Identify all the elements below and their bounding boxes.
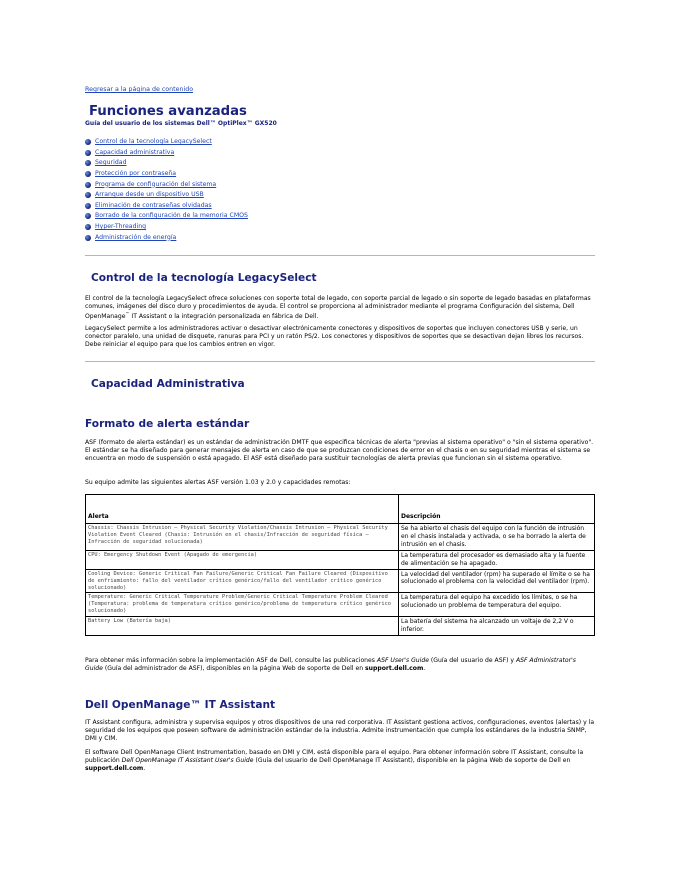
table-row (86, 617, 595, 636)
toc-item (85, 222, 248, 233)
column-header-description: Descripción (399, 495, 595, 524)
toc-item (85, 201, 248, 212)
toc-item (85, 148, 248, 159)
table-of-contents (85, 137, 248, 243)
table-header-row (86, 495, 595, 524)
toc-link-legacyselect[interactable]: Control de la tecnología LegacySelect (95, 138, 212, 146)
bullet-icon (85, 139, 91, 145)
bullet-icon (85, 203, 91, 209)
toc-link-forgotten-passwords[interactable]: Eliminación de contraseñas olvidadas (95, 201, 212, 209)
toc-item (85, 158, 248, 169)
toc-link-security[interactable]: Seguridad (95, 159, 127, 167)
asf-alerts-table (85, 494, 595, 636)
description-cell: La temperatura del equipo ha excedido los límites, o se ha solucionado un problema de temperatura del equipo. (399, 593, 595, 617)
bullet-icon (85, 171, 91, 177)
toc-item (85, 169, 248, 180)
table-row (86, 569, 595, 593)
description-cell: La velocidad del ventilador (rpm) ha superado el límite o se ha solucionado el problema con la velocidad del ventilador (rpm). (399, 569, 595, 593)
toc-item (85, 211, 248, 222)
itassistant-heading: Dell OpenManage™ IT Assistant (85, 699, 276, 711)
asf-paragraph-3: Para obtener más información sobre la implementación ASF de Dell, consulte las publicaciones ASF User's Guide (Guía del usuario de ASF) y ASF Administrator's Guide (Guía del administrador de ASF), disponibles en la página Web de soporte de Dell en support.dell.com. (85, 657, 576, 673)
bullet-icon (85, 150, 91, 156)
toc-item (85, 190, 248, 201)
legacyselect-heading: Control de la tecnología LegacySelect (91, 272, 317, 284)
divider (85, 361, 595, 362)
divider (85, 255, 595, 256)
toc-link-cmos[interactable]: Borrado de la configuración de la memoria CMOS (95, 212, 248, 220)
bullet-icon (85, 213, 91, 219)
toc-item (85, 179, 248, 190)
bullet-icon (85, 224, 91, 230)
alert-cell: Cooling Device: Generic Critical Fan Failure/Generic Critical Fan Failure Cleared (Dispositivo de enfriamiento: fallo del ventilador crítico genérico/fallo del ventilador crítico genérico solucionado) (86, 569, 399, 593)
legacyselect-paragraph-2: LegacySelect permite a los administradores activar o desactivar electrónicamente conectores y dispositivos de soportes que incluyen conectores USB y serie, un conector paralelo, una unidad de disquete, ranuras para PCI y un ratón PS/2. Los conectores y dispositivos de soportes que se desactivan dejan libres los recursos. Debe reiniciar el equipo para que los cambios entren en vigor. (85, 325, 584, 349)
legacyselect-paragraph-1: El control de la tecnología LegacySelect ofrece soluciones con soporte total de legado, con soporte parcial de legado o sin soporte de legado basadas en plataformas comunes, imágenes del disco duro y procedimientos de ayuda. El control se proporciona al administrador mediante el programa Configuración del sistema, Dell OpenManage™ IT Assistant o la integración personalizada en fábrica de Dell. (85, 295, 591, 321)
table-row (86, 524, 595, 551)
column-header-alert: Alerta (86, 495, 399, 524)
table-row (86, 550, 595, 569)
bullet-icon (85, 160, 91, 166)
bullet-icon (85, 235, 91, 241)
admin-heading: Capacidad Administrativa (91, 378, 245, 390)
asf-paragraph-1: ASF (formato de alerta estándar) es un estándar de administración DMTF que especifica técnicas de alerta "previas al sistema operativo" o "sin el sistema operativo". El estándar se ha diseñado para generar mensajes de alerta en caso de que se produzcan condiciones de error en el chasis o en su seguridad mientras el sistema se encuentra en modo de suspensión o está apagado. El ASF está diseñado para sustituir tecnologías de alerta previas que funcionan sin el sistema operativo. (85, 439, 594, 463)
toc-link-usb-boot[interactable]: Arranque desde un dispositivo USB (95, 191, 204, 199)
alert-cell: Temperature: Generic Critical Temperature Problem/Generic Critical Temperature Problem Cleared (Temperatura: problema de temperatura crítico genérico/problema de temperatura crítico genérico solucionado) (86, 593, 399, 617)
description-cell: Se ha abierto el chasis del equipo con la función de intrusión en el chasis instalada y activada, o se ha borrado la alerta de intrusión en el chasis. (399, 524, 595, 551)
page-title: Funciones avanzadas (89, 104, 247, 119)
support-url: support.dell.com (365, 665, 424, 673)
toc-link-setup[interactable]: Programa de configuración del sistema (95, 180, 217, 188)
bullet-icon (85, 182, 91, 188)
alert-cell: CPU: Emergency Shutdown Event (Apagado de emergencia) (86, 550, 399, 569)
support-url: support.dell.com (85, 765, 144, 773)
bullet-icon (85, 192, 91, 198)
itassistant-paragraph-1: IT Assistant configura, administra y supervisa equipos y otros dispositivos de una red corporativa. IT Assistant gestiona activos, configuraciones, eventos (alertas) y la seguridad de los equipos que poseen software de administración estándar de la industria. Admite instrumentación que cumpla los estándares de la industria SNMP, DMI y CIM. (85, 719, 595, 743)
asf-heading: Formato de alerta estándar (85, 418, 250, 430)
toc-item (85, 232, 248, 243)
description-cell: La batería del sistema ha alcanzado un voltaje de 2,2 V o inferior. (399, 617, 595, 636)
alert-cell: Chassis: Chassis Intrusion – Physical Security Violation/Chassis Intrusion – Physical Security Violation Event Cleared (Chasis: Intrusión en el chasis/Infracción de seguridad física – Infracción de seguridad solucionada) (86, 524, 399, 551)
asf-paragraph-2: Su equipo admite las siguientes alertas ASF versión 1.03 y 2.0 y capacidades remotas: (85, 479, 351, 486)
itassistant-paragraph-2: El software Dell OpenManage Client Instrumentation, basado en DMI y CIM, está disponible para el equipo. Para obtener información sobre IT Assistant, consulte la publicación Dell OpenManage IT Assistant User's Guide (Guía del usuario de Dell OpenManage IT Assistant), disponible en la página Web de soporte de Dell en support.dell.com. (85, 749, 584, 773)
toc-link-power[interactable]: Administración de energía (95, 233, 177, 241)
description-cell: La temperatura del procesador es demasiado alta y la fuente de alimentación se ha apagado. (399, 550, 595, 569)
back-to-contents-link[interactable]: Regresar a la página de contenido (85, 86, 194, 93)
toc-link-password[interactable]: Protección por contraseña (95, 169, 177, 177)
table-row (86, 593, 595, 617)
toc-link-admin[interactable]: Capacidad administrativa (95, 148, 175, 156)
toc-link-hyperthreading[interactable]: Hyper-Threading (95, 222, 147, 230)
toc-item (85, 137, 248, 148)
alert-cell: Battery Low (Batería baja) (86, 617, 399, 636)
page-subtitle: Guía del usuario de los sistemas Dell™ OptiPlex™ GX520 (85, 120, 277, 127)
